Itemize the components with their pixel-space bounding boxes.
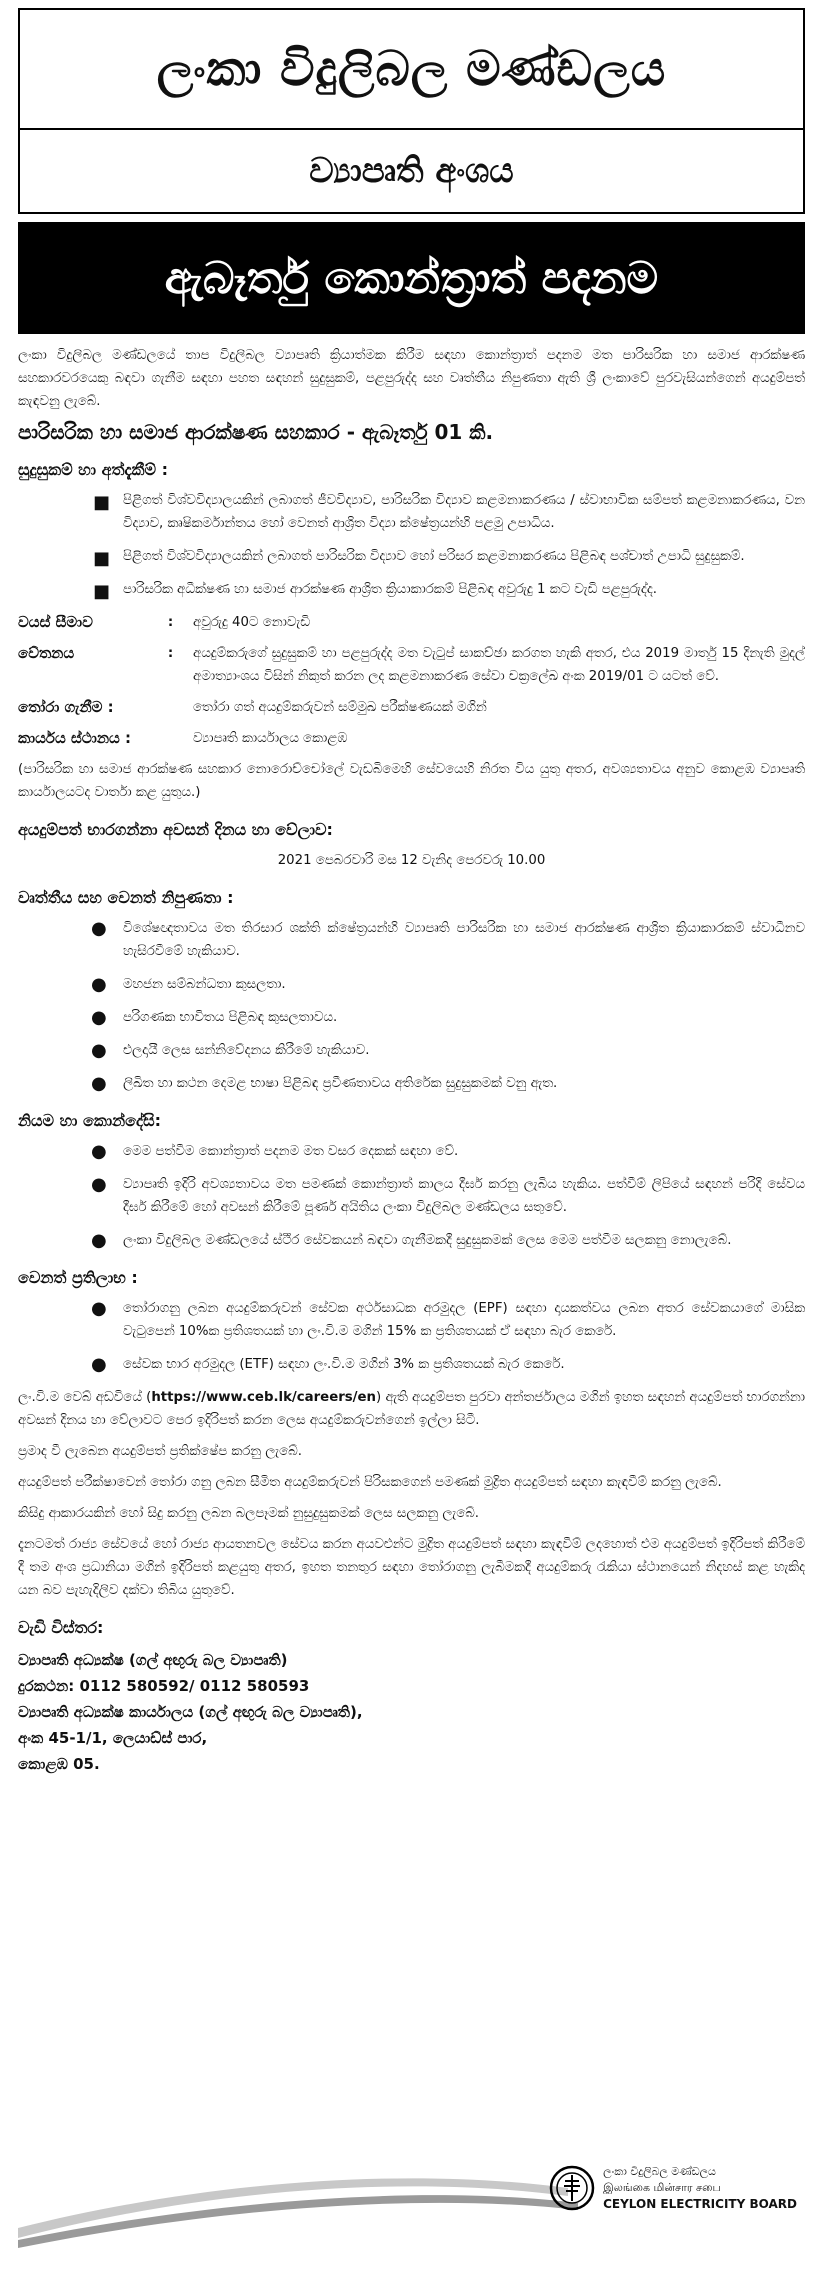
workplace-value: ව්‍යාපෘති කාර්යාලය කොළඹ [193,731,348,746]
benefits-heading: වෙනත් ප්‍රතිලාභ : [18,1268,138,1287]
division-title: ව්‍යාපෘති අංශය [18,128,805,214]
ceb-emblem-icon [549,2165,595,2211]
dot-bullet-icon: ● [91,1230,107,1251]
contact-heading: වැඩි විස්තර: [18,1618,104,1637]
workplace-row [18,727,805,750]
list-item: ■ පිළිගත් විශ්වවිද්‍යාලයකින් ලබාගත් ජීවවිද්‍යාව, පාරිසරික විද්‍යාව කළමනාකරණය / ස්වාභාවික සම්පත් කළමනාකරණය, වන විද්‍යාව, කෘෂිකර්මාන්තය හෝ වෙනත් ආශ්‍රිත විද්‍යා ක්ෂේත්‍රයන්හි පළමු උපාධිය. [93,492,805,531]
logo-english: CEYLON ELECTRICITY BOARD [603,2197,797,2211]
list-item: ■ පිළිගත් විශ්වවිද්‍යාලයකින් ලබාගත් පාරිසරික විද්‍යාව හෝ පරිසර කළමනාකරණය පිළිබඳ පශ්චාත් උපාධි සුදුසුකම්. [93,548,745,569]
logo-tamil: இலங்கை மின்சார சபை [603,2181,721,2194]
list-item: ● ව්‍යාපෘති ඉදිරි අවශ්‍යතාවය මත පමණක් කොන්ත්‍රාත් කාලය දීර්ඝ කරනු ලැබිය හැකිය. පත්වීම් ලිපියේ සඳහන් පරිදි සේවය දීර්ඝ කිරීමේ හෝ අවසන් කිරීමේ පූර්ණ අයිතිය ලංකා විදුලිබල මණ්ඩලය සතුවේ. [91,1174,805,1215]
square-bullet-icon: ■ [93,492,111,513]
note-public-servants: දැනටමත් රාජ්‍ය සේවයේ හෝ රාජ්‍ය ආයතනවල සේවය කරන අයවළුන්ට මුද්‍රිත අයදුම්පත් සඳහා කැඳවීම් ලදහොත් එම අයදුම්පත් ඉදිරිපත් කිරීමේ දී තම අංශ ප්‍රධානියා මගින් ඉදිරිපත් කළයුතු අතර, ඉහත තනතුර සඳහා තෝරාගනු ලැබීමකදී අයදුම්කරු රැකියා ස්ථානයෙන් නිදහස් කළ හැකිද යන බව පැහැදිලිව දක්වා තිබිය යුතුවේ. [18,1537,805,1598]
skills-list [91,917,805,1095]
selection-value: තෝරා ගත් අයදුම්කරුවන් සම්මුඛ පරීක්ෂණයක් මගින් [193,700,487,715]
contact-line: කොළඹ 05. [18,1755,100,1773]
dot-bullet-icon: ● [91,918,107,939]
square-bullet-icon: ■ [93,581,111,602]
list-item: ● එලදායී ලෙස සන්නිවේදනය කිරීමේ හැකියාව. [91,1040,370,1061]
list-item: ● තෝරාගනු ලබන අයදුම්කරුවන් සේවක අර්ථසාධක අරමුදල (EPF) සඳහා දායකත්වය ලබන අතර සේවකයාගේ මාසික වැටුපෙන් 10%ක ප්‍රතිශතයක් හා ලං.වි.ම මගින් 15% ක ප්‍රතිශතයක් ඒ සඳහා බැර කෙරේ. [91,1298,805,1339]
note-influence: කිසිදු ආකාරයකින් හෝ සිදු කරනු ලබන බලපෑමක් නුසුදුසුකමක් ලෙස සලකනු ලැබේ. [18,1506,479,1521]
dot-bullet-icon: ● [91,974,107,995]
contact-line: අංක 45-1/1, ලෙයාඩ්ස් පාර, [18,1729,208,1747]
contact-block [18,1647,805,1777]
selection-label: තෝරා ගැනීම : [18,698,114,716]
salary-row: වේතනය : අයදුම්කරුගේ සුදුසුකම් හා පළපුරුද්ද මත වැටුප් සාකච්ඡා කරගත හැකි අතර, එය 2019 මාර්තු 15 දිනැති මුදල් අමාත්‍යාංශය විසින් නිකුත් කරන ලද කළමනාකරණ සේවා චක්‍රලේඛ අංක 2019/01 ට යටත් වේ. [18,642,805,688]
age-label: වයස් සීමාව [18,613,93,631]
qualifications-heading: සුදුසුකම් හා අත්දැකීම් : [18,460,169,479]
dot-bullet-icon: ● [91,1007,107,1028]
dot-bullet-icon: ● [91,1174,107,1195]
selection-row [18,696,805,719]
ceb-logo [549,2164,797,2212]
advertisement [0,8,823,2278]
square-bullet-icon: ■ [93,548,111,569]
logo-sinhala: ලංකා විදුලිබල මණ්ඩලය [603,2165,716,2178]
intro-paragraph: ලංකා විදුලිබල මණ්ඩලයේ තාප විදුලිබල ව්‍යාපෘති ක්‍රියාත්මක කිරීම සඳහා කොන්ත්‍රාත් පදනම මත පාරිසරික හා සමාජ ආරක්ෂණ සහකාරවරයෙකු බඳවා ගැනීම සඳහා පහත සඳහන් සුදුසුකම්, පළපුරුද්ද සහ වෘත්තීය නිපුණතා ඇති ශ්‍රී ලංකාවේ පුරවැසියන්ගෙන් අයදුම්පත් කැඳවනු ලැබේ. [18,348,805,409]
list-item: ● මෙම පත්වීම කොන්ත්‍රාත් පදනම මත වසර දෙකක් සඳහා වේ. [91,1141,459,1162]
careers-link[interactable]: https://www.ceb.lk/careers/en [151,1390,377,1405]
footer-band [18,2158,805,2248]
dot-bullet-icon: ● [91,1073,107,1094]
contact-line: ව්‍යාපෘති අධ්‍යක්ෂ (ගල් අඟුරු බල ව්‍යාපෘති) [18,1651,288,1669]
contract-basis-banner: ඇබෑර්තු කොන්ත්‍රාත් පදනම [18,222,805,334]
skills-heading: වෘත්තීය සහ වෙනත් නිපුණතා : [18,888,234,907]
dot-bullet-icon: ● [91,1040,107,1061]
benefits-list [91,1297,805,1376]
terms-list [91,1140,805,1252]
list-item: ● ලංකා විදුලිබල මණ්ඩලයේ ස්ථිර සේවකයන් බඳවා ගැනීමකදී සුදුසුකමක් ලෙස මෙම පත්වීම සලකනු නොලැබේ. [91,1230,732,1251]
note-late: ප්‍රමාද වී ලැබෙන අයදුම්පත් ප්‍රතික්ෂේප කරනු ලැබේ. [18,1444,302,1459]
list-item: ● මහජන සම්බන්ධතා කුසලතා. [91,974,286,995]
salary-label: වේතනය [18,644,75,662]
age-row: වයස් සීමාව : අවුරුදු 40ට නොවැඩි [18,611,805,634]
dot-bullet-icon: ● [91,1141,107,1162]
list-item: ● සේවක භාර අරමුදල (ETF) සඳහා ලං.වි.ම මගින් 3% ක ප්‍රතිශතයක් බැර කෙරේ. [91,1354,565,1375]
deadline-value: 2021 පෙබරවාරි මස 12 වැනිද පෙරවරු 10.00 [277,853,546,868]
salary-value: අයදුම්කරුගේ සුදුසුකම් හා පළපුරුද්ද මත වැටුප් සාකච්ඡා කරගත හැකි අතර, එය 2019 මාර්තු 15 දිනැති මුදල් අමාත්‍යාංශය විසින් නිකුත් කරන ලද කළමනාකරණ සේවා චක්‍රලේඛ අංක 2019/01 ට යටත් වේ. [193,646,805,684]
advert-body [18,344,805,1777]
dot-bullet-icon: ● [91,1354,107,1375]
list-item: ■ පාරිසරික අධීක්ෂණ හා සමාජ ආරක්ෂණ ආශ්‍රිත ක්‍රියාකාරකම් පිළිබඳ අවුරුදු 1 කට වැඩි පළපුරුද්ද. [93,581,657,602]
deadline-heading: අයදුම්පත් භාරගන්නා අවසන් දිනය හා වේලාව: [18,820,333,839]
apply-paragraph: ලං.වි.ම වෙබ් අඩවියේ (https://www.ceb.lk/careers/en) ඇති අයදුම්පත පුරවා අන්තර්ජාලය මගින් ඉහත සඳහන් අයදුම්පත් භාරගන්නා අවසන් දිනය හා වේලාවට පෙර ඉදිරිපත් කරන ලෙස අයදුම්කරුවන්ගෙන් ඉල්ලා සිටී. [18,1390,805,1428]
org-name-title: ලංකා විදුලිබල මණ්ඩලය [18,8,805,128]
list-item: ● විශේෂඥතාවය මත තිරසාර ශක්ති ක්ෂේත්‍රයන්හි ව්‍යාපෘති පාරිසරික හා සමාජ ආරක්ෂණ ආශ්‍රිත ක්‍රියාකාරකම් ස්වාධීනව හැසිරවීමේ හැකියාව. [91,918,805,959]
workplace-label: කාර්යය ස්ථානය : [18,729,132,747]
list-item: ● පරිගණක භාවිතය පිළිබඳ කුසලතාවය. [91,1007,338,1028]
age-value: අවුරුදු 40ට නොවැඩි [193,615,311,630]
contact-line: ව්‍යාපෘති අධ්‍යක්ෂ කාර්යාලය (ගල් අඟුරු බල ව්‍යාපෘති), [18,1703,363,1721]
note-shortlist: අයදුම්පත් පරීක්ෂාවෙන් තෝරා ගනු ලබන සීමිත අයදුම්කරුවන් පිරිසකගෙන් පමණක් මුද්‍රිත අයදුම්පත් සඳහා කැඳවීම් කරනු ලැබේ. [18,1475,722,1490]
list-item: ● ලිඛිත හා කථන දෙමළ භාෂා පිළිබඳ ප්‍රවීණතාවය අතිරේක සුදුසුකමක් වනු ඇත. [91,1073,558,1094]
dot-bullet-icon: ● [91,1298,107,1319]
qualifications-list [93,489,805,602]
workplace-note: (පාරිසරික හා සමාජ ආරක්ෂණ සහකාර නොරොච්චෝලේ වැඩබිමෙහි සේවයෙහි නිරත විය යුතු අතර, අවශ්‍යතාවය අනුව කොළඹ ව්‍යාපෘති කාර්යාලයටද වාර්තා කළ යුතුය.) [18,762,805,800]
terms-heading: නියම හා කොන්දේසි: [18,1111,162,1130]
position-title: පාරිසරික හා සමාජ ආරක්ෂණ සහකාර - ඇබෑර්තු 01 කි. [18,420,494,444]
contact-phone: දුරකථන: 0112 580592/ 0112 580593 [18,1677,310,1695]
